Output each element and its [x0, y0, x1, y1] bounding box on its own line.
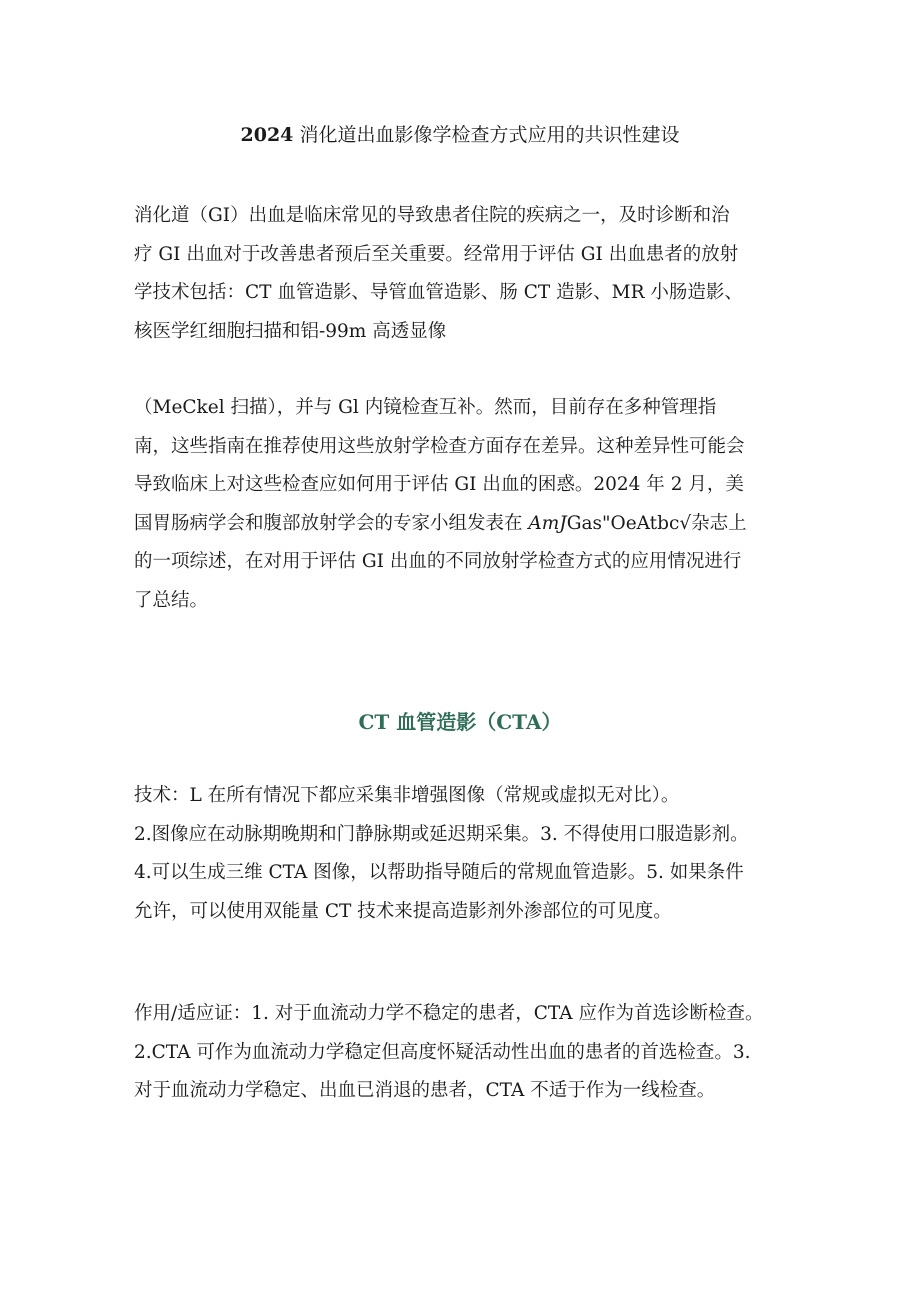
title-year: 2024	[240, 124, 294, 146]
journal-name-italic: AmJ	[528, 512, 567, 534]
journal-line-suffix: Gas"OeAtbc√杂志上	[566, 512, 747, 534]
technique-line: 2.图像应在动脉期晚期和门静脉期或延迟期采集。3. 不得使用口服造影剂。	[134, 823, 749, 845]
intro-line: 学技术包括：CT 血管造影、导管血管造影、肠 CT 造影、MR 小肠造影、	[134, 282, 743, 303]
intro-paragraph	[134, 197, 794, 351]
technique-line: 技术：L 在所有情况下都应采集非增强图像（常规或虚拟无对比）。	[134, 785, 680, 806]
intro-line: 核医学红细胞扫描和铝-99m 高透显像	[134, 320, 447, 342]
indication-line: 对于血流动力学稳定、出血已消退的患者，CTA 不适于作为一线检查。	[134, 1080, 716, 1101]
intro-line: 消化道（GI）出血是临床常见的导致患者住院的疾病之一，及时诊断和治	[134, 205, 730, 226]
paragraph-line: （MeCkel 扫描），并与 Gl 内镜检查互补。然而，目前存在多种管理指	[134, 397, 717, 418]
journal-line	[134, 505, 794, 544]
intro-line: 疗 GI 出血对于改善患者预后至关重要。经常用于评估 GI 出血患者的放射	[134, 243, 739, 265]
section-heading-cta: CT 血管造影（CTA）	[358, 710, 562, 734]
technique-line: 允许，可以使用双能量 CT 技术来提高造影剂外渗部位的可见度。	[134, 900, 672, 922]
second-paragraph	[134, 389, 794, 620]
paragraph-line: 南，这些指南在推荐使用这些放射学检查方面存在差异。这种差异性可能会	[134, 435, 745, 457]
paragraph-line: 了总结。	[134, 589, 209, 611]
document-title	[0, 121, 920, 149]
paragraph-line: 导致临床上对这些检查应如何用于评估 GI 出血的困惑。2024 年 2 月，美	[134, 474, 744, 495]
paragraph-line: 的一项综述，在对用于评估 GI 出血的不同放射学检查方式的应用情况进行	[134, 551, 742, 572]
journal-line-prefix: 国胃肠病学会和腹部放射学会的专家小组发表在	[134, 512, 529, 534]
technique-paragraph	[134, 777, 794, 931]
indication-line: 2.CTA 可作为血流动力学稳定但高度怀疑活动性出血的患者的首选检查。3.	[134, 1041, 751, 1063]
technique-line: 4.可以生成三维 CTA 图像，以帮助指导随后的常规血管造影。5. 如果条件	[134, 862, 744, 883]
indication-line: 作用/适应证：1. 对于血流动力学不稳定的患者，CTA 应作为首选诊断检查。	[134, 1003, 764, 1024]
indication-paragraph	[134, 995, 794, 1111]
title-text: 消化道出血影像学检查方式应用的共识性建设	[299, 124, 680, 146]
